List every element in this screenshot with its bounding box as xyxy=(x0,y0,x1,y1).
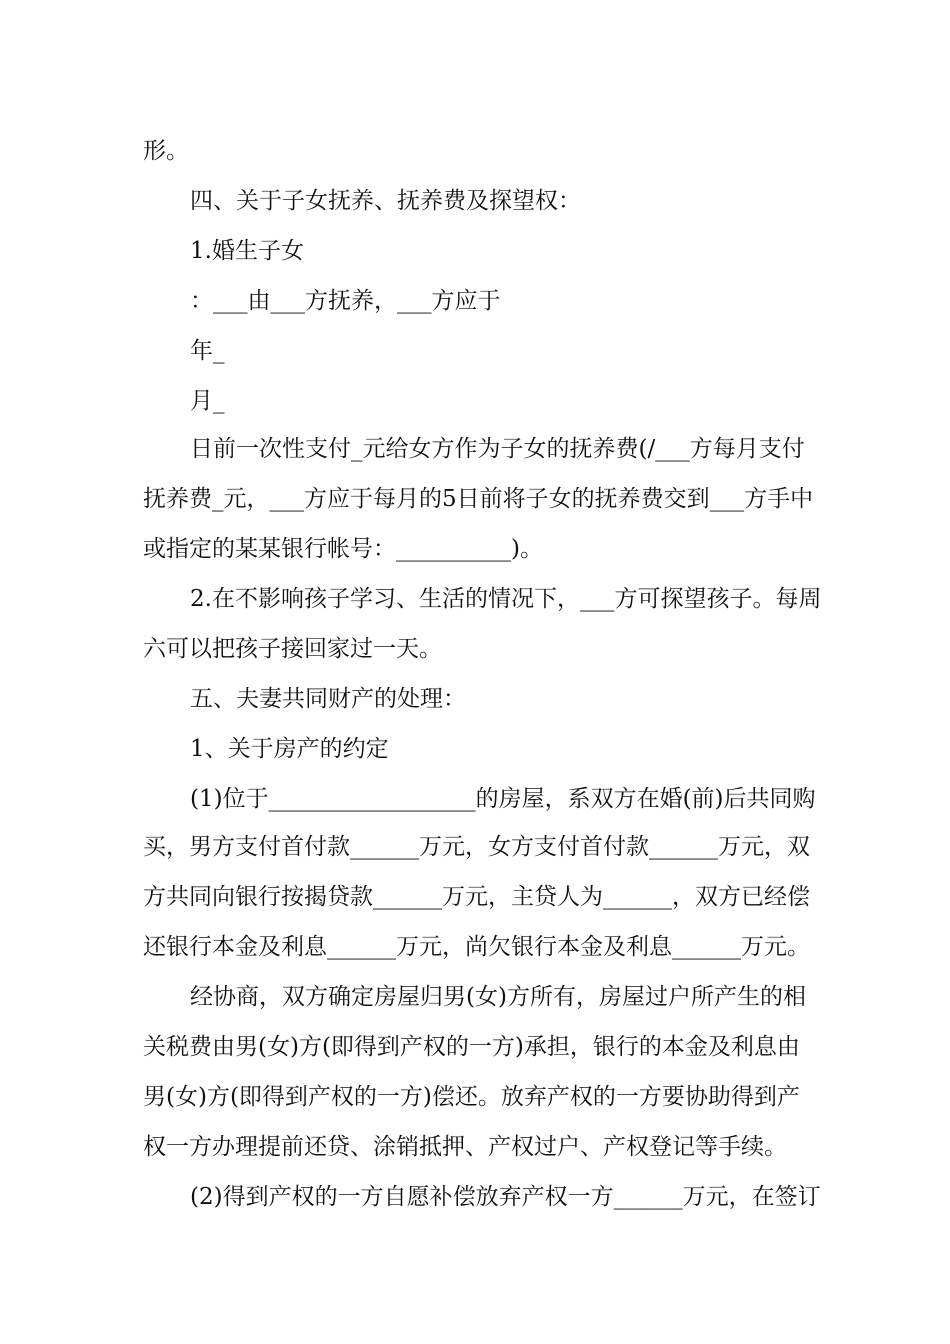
paragraph-line: 方共同向银行按揭贷款______万元，主贷人为______，双方已经偿 xyxy=(143,884,810,910)
paragraph-line: 经协商，双方确定房屋归男(女)方所有，房屋过户所产生的相 xyxy=(190,984,806,1010)
paragraph-line: 或指定的某某银行帐号：__________)。 xyxy=(143,536,543,562)
text-line: 月_ xyxy=(190,388,225,414)
paragraph-line: 六可以把孩子接回家过一天。 xyxy=(143,636,442,662)
paragraph-line: 男(女)方(即得到产权的一方)偿还。放弃产权的一方要协助得到产 xyxy=(143,1084,800,1110)
paragraph-line: (2)得到产权的一方自愿补偿放弃产权一方______万元，在签订 xyxy=(190,1184,821,1210)
text-line: 年_ xyxy=(190,338,225,364)
section-heading-five: 五、夫妻共同财产的处理： xyxy=(190,686,466,712)
paragraph-line: 买，男方支付首付款______万元，女方支付首付款______万元，双 xyxy=(143,834,810,860)
text-line: ：___由___方抚养，___方应于 xyxy=(190,288,501,314)
paragraph-line: 关税费由男(女)方(即得到产权的一方)承担，银行的本金及利息由 xyxy=(143,1034,800,1060)
paragraph-line: 抚养费_元，___方应于每月的5日前将子女的抚养费交到___方手中 xyxy=(143,486,814,512)
paragraph-line: 还银行本金及利息______万元，尚欠银行本金及利息______万元。 xyxy=(143,934,810,960)
text-line-continuation: 形。 xyxy=(143,138,189,164)
subsection-heading: 1.婚生子女 xyxy=(190,238,304,264)
subsection-heading: 1、关于房产的约定 xyxy=(190,736,389,762)
paragraph-line: 日前一次性支付_元给女方作为子女的抚养费(/___方每月支付 xyxy=(190,436,805,462)
paragraph-line: 2.在不影响孩子学习、生活的情况下，___方可探望孩子。每周 xyxy=(190,586,822,612)
paragraph-line: 权一方办理提前还贷、涂销抵押、产权过户、产权登记等手续。 xyxy=(143,1134,787,1160)
paragraph-line: (1)位于__________________的房屋，系双方在婚(前)后共同购 xyxy=(190,786,816,812)
section-heading-four: 四、关于子女抚养、抚养费及探望权： xyxy=(190,188,581,214)
